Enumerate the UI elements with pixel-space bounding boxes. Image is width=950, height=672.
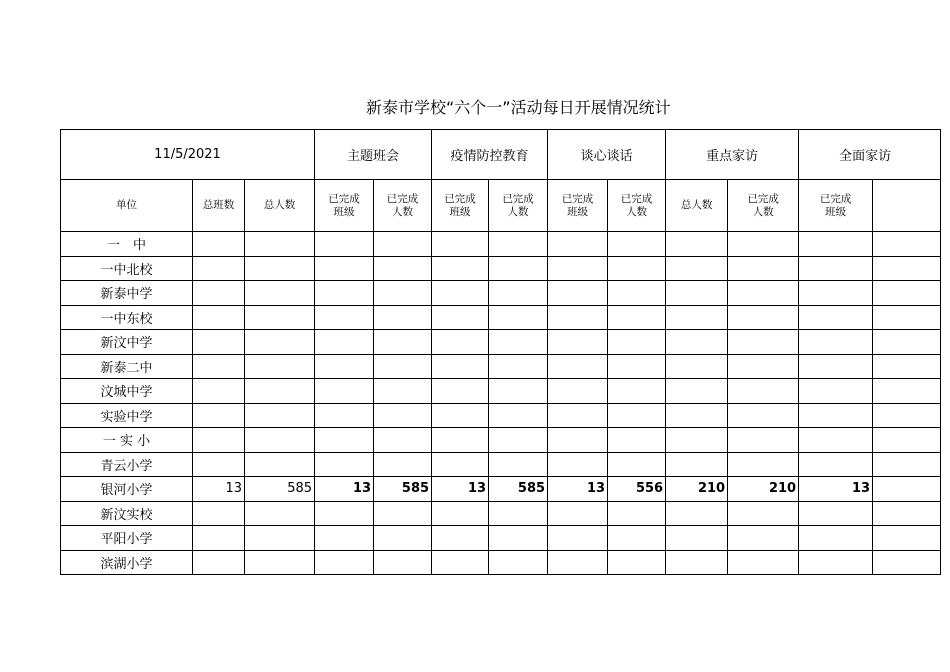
value-cell[interactable] (489, 330, 548, 355)
value-cell[interactable] (432, 550, 489, 575)
value-cell[interactable] (432, 428, 489, 453)
value-cell[interactable] (245, 281, 315, 306)
value-cell[interactable] (432, 256, 489, 281)
value-cell[interactable] (193, 550, 245, 575)
unit-name-cell: 新泰中学 (61, 281, 193, 306)
value-cell[interactable] (193, 330, 245, 355)
value-cell[interactable] (489, 526, 548, 551)
value-cell[interactable]: 13 (548, 477, 608, 502)
value-cell[interactable] (799, 354, 873, 379)
value-cell[interactable] (432, 330, 489, 355)
value-cell[interactable] (193, 256, 245, 281)
value-cell[interactable] (666, 354, 728, 379)
value-cell[interactable]: 13 (315, 477, 374, 502)
value-cell[interactable] (432, 452, 489, 477)
value-cell[interactable] (245, 550, 315, 575)
unit-name-cell: 平阳小学 (61, 526, 193, 551)
value-cell[interactable] (374, 501, 432, 526)
value-cell[interactable] (374, 452, 432, 477)
value-cell[interactable] (245, 305, 315, 330)
value-cell[interactable] (489, 379, 548, 404)
value-cell[interactable] (432, 403, 489, 428)
value-cell[interactable] (432, 281, 489, 306)
value-cell[interactable] (245, 452, 315, 477)
value-cell[interactable] (548, 501, 608, 526)
value-cell[interactable] (666, 403, 728, 428)
unit-name-cell: 一中东校 (61, 305, 193, 330)
value-cell[interactable] (548, 354, 608, 379)
value-cell[interactable] (489, 354, 548, 379)
value-cell[interactable] (728, 379, 799, 404)
value-cell[interactable] (489, 452, 548, 477)
value-cell[interactable] (608, 379, 666, 404)
column-header-cell (873, 180, 941, 232)
value-cell[interactable] (666, 232, 728, 257)
value-cell[interactable] (489, 281, 548, 306)
table-row (61, 403, 941, 428)
unit-name-cell: 滨湖小学 (61, 550, 193, 575)
value-cell[interactable] (666, 330, 728, 355)
value-cell[interactable] (728, 428, 799, 453)
value-cell[interactable] (728, 526, 799, 551)
value-cell[interactable] (873, 550, 941, 575)
table-row (61, 550, 941, 575)
value-cell[interactable] (432, 501, 489, 526)
value-cell[interactable] (728, 501, 799, 526)
value-cell[interactable] (193, 501, 245, 526)
value-cell[interactable] (548, 379, 608, 404)
value-cell[interactable] (374, 232, 432, 257)
value-cell[interactable] (245, 526, 315, 551)
value-cell[interactable] (608, 281, 666, 306)
table-row (61, 281, 941, 306)
value-cell[interactable] (873, 281, 941, 306)
value-cell[interactable] (432, 305, 489, 330)
value-cell[interactable] (489, 256, 548, 281)
value-cell[interactable]: 585 (374, 477, 432, 502)
value-cell[interactable]: 585 (489, 477, 548, 502)
value-cell[interactable] (728, 354, 799, 379)
value-cell[interactable] (728, 452, 799, 477)
value-cell[interactable] (193, 452, 245, 477)
value-cell[interactable] (608, 354, 666, 379)
value-cell[interactable] (799, 232, 873, 257)
unit-name-cell: 汶城中学 (61, 379, 193, 404)
value-cell[interactable] (245, 256, 315, 281)
value-cell[interactable] (873, 477, 941, 502)
value-cell[interactable] (315, 379, 374, 404)
group-header-row (61, 130, 941, 180)
column-header-cell: 总人数 (245, 180, 315, 232)
value-cell[interactable] (799, 256, 873, 281)
value-cell[interactable] (666, 281, 728, 306)
unit-name-cell: 新泰二中 (61, 354, 193, 379)
value-cell[interactable] (245, 428, 315, 453)
table-row (61, 232, 941, 257)
value-cell[interactable] (873, 305, 941, 330)
value-cell[interactable] (728, 256, 799, 281)
stats-table-body (61, 130, 941, 575)
value-cell[interactable] (728, 281, 799, 306)
value-cell[interactable] (799, 526, 873, 551)
date-cell: 11/5/2021 (61, 130, 315, 180)
value-cell[interactable] (608, 526, 666, 551)
value-cell[interactable]: 556 (608, 477, 666, 502)
unit-name-cell: 一 中 (61, 232, 193, 257)
table-row (61, 477, 941, 502)
value-cell[interactable]: 210 (728, 477, 799, 502)
value-cell[interactable] (374, 379, 432, 404)
value-cell[interactable] (245, 403, 315, 428)
value-cell[interactable] (608, 452, 666, 477)
value-cell[interactable] (548, 281, 608, 306)
group-header-cell: 主题班会 (315, 130, 432, 180)
column-header-cell: 已完成 班级 (799, 180, 873, 232)
value-cell[interactable] (245, 232, 315, 257)
value-cell[interactable] (193, 379, 245, 404)
value-cell[interactable] (374, 256, 432, 281)
column-header-cell: 已完成 班级 (432, 180, 489, 232)
value-cell[interactable] (608, 428, 666, 453)
value-cell[interactable] (728, 403, 799, 428)
table-row (61, 330, 941, 355)
value-cell[interactable] (608, 330, 666, 355)
value-cell[interactable] (245, 330, 315, 355)
value-cell[interactable]: 585 (245, 477, 315, 502)
value-cell[interactable] (799, 281, 873, 306)
value-cell[interactable] (315, 550, 374, 575)
value-cell[interactable] (666, 428, 728, 453)
value-cell[interactable] (193, 232, 245, 257)
value-cell[interactable] (548, 526, 608, 551)
value-cell[interactable] (374, 305, 432, 330)
value-cell[interactable] (315, 256, 374, 281)
value-cell[interactable] (608, 550, 666, 575)
value-cell[interactable] (873, 501, 941, 526)
value-cell[interactable] (315, 403, 374, 428)
value-cell[interactable] (315, 330, 374, 355)
value-cell[interactable]: 13 (432, 477, 489, 502)
value-cell[interactable] (728, 232, 799, 257)
value-cell[interactable] (548, 428, 608, 453)
value-cell[interactable] (873, 330, 941, 355)
value-cell[interactable] (873, 354, 941, 379)
value-cell[interactable] (548, 330, 608, 355)
value-cell[interactable] (548, 232, 608, 257)
value-cell[interactable] (873, 232, 941, 257)
value-cell[interactable]: 13 (193, 477, 245, 502)
value-cell[interactable] (193, 428, 245, 453)
value-cell[interactable] (666, 526, 728, 551)
value-cell[interactable] (873, 428, 941, 453)
unit-name-cell: 一 实 小 (61, 428, 193, 453)
column-header-cell: 已完成 人数 (728, 180, 799, 232)
column-header-cell: 已完成 人数 (489, 180, 548, 232)
value-cell[interactable] (548, 403, 608, 428)
value-cell[interactable] (315, 354, 374, 379)
unit-name-cell: 银河小学 (61, 477, 193, 502)
value-cell[interactable] (489, 501, 548, 526)
value-cell[interactable] (245, 379, 315, 404)
value-cell[interactable] (374, 354, 432, 379)
value-cell[interactable] (374, 526, 432, 551)
value-cell[interactable] (799, 330, 873, 355)
value-cell[interactable] (728, 330, 799, 355)
table-row (61, 428, 941, 453)
value-cell[interactable] (548, 305, 608, 330)
value-cell[interactable] (873, 526, 941, 551)
value-cell[interactable] (666, 501, 728, 526)
column-header-cell: 总班数 (193, 180, 245, 232)
value-cell[interactable] (315, 305, 374, 330)
value-cell[interactable] (245, 501, 315, 526)
value-cell[interactable] (799, 403, 873, 428)
value-cell[interactable] (432, 354, 489, 379)
page-title: 新泰市学校“六个一”活动每日开展情况统计 (366, 98, 671, 117)
value-cell[interactable] (728, 550, 799, 575)
value-cell[interactable] (666, 452, 728, 477)
value-cell[interactable] (193, 305, 245, 330)
value-cell[interactable] (873, 452, 941, 477)
value-cell[interactable] (873, 379, 941, 404)
value-cell[interactable] (374, 403, 432, 428)
table-row (61, 256, 941, 281)
column-header-cell: 已完成 人数 (608, 180, 666, 232)
value-cell[interactable] (489, 428, 548, 453)
value-cell[interactable] (315, 452, 374, 477)
value-cell[interactable] (608, 232, 666, 257)
value-cell[interactable] (608, 501, 666, 526)
value-cell[interactable] (315, 281, 374, 306)
value-cell[interactable] (608, 256, 666, 281)
value-cell[interactable] (193, 526, 245, 551)
column-header-row (61, 180, 941, 232)
column-header-cell: 总人数 (666, 180, 728, 232)
value-cell[interactable] (728, 305, 799, 330)
value-cell[interactable] (799, 550, 873, 575)
value-cell[interactable] (548, 452, 608, 477)
table-row (61, 501, 941, 526)
value-cell[interactable] (315, 428, 374, 453)
value-cell[interactable] (548, 256, 608, 281)
table-row (61, 379, 941, 404)
group-header-cell: 重点家访 (666, 130, 799, 180)
value-cell[interactable] (799, 501, 873, 526)
value-cell[interactable] (432, 379, 489, 404)
value-cell[interactable] (666, 305, 728, 330)
value-cell[interactable] (666, 256, 728, 281)
value-cell[interactable] (489, 305, 548, 330)
value-cell[interactable] (608, 403, 666, 428)
unit-name-cell: 新汶实校 (61, 501, 193, 526)
value-cell[interactable]: 210 (666, 477, 728, 502)
table-row (61, 526, 941, 551)
value-cell[interactable] (548, 550, 608, 575)
value-cell[interactable] (873, 403, 941, 428)
value-cell[interactable] (315, 232, 374, 257)
column-header-cell: 已完成 班级 (315, 180, 374, 232)
value-cell[interactable] (193, 281, 245, 306)
value-cell[interactable] (799, 305, 873, 330)
stats-table (60, 129, 941, 575)
value-cell[interactable] (374, 281, 432, 306)
value-cell[interactable] (193, 354, 245, 379)
column-header-cell: 已完成 班级 (548, 180, 608, 232)
table-row (61, 452, 941, 477)
value-cell[interactable] (374, 330, 432, 355)
value-cell[interactable] (799, 379, 873, 404)
unit-name-cell: 青云小学 (61, 452, 193, 477)
unit-name-cell: 一中北校 (61, 256, 193, 281)
value-cell[interactable] (315, 526, 374, 551)
column-header-cell: 已完成 人数 (374, 180, 432, 232)
value-cell[interactable] (489, 550, 548, 575)
table-row (61, 305, 941, 330)
value-cell[interactable] (489, 403, 548, 428)
value-cell[interactable] (315, 501, 374, 526)
table-row (61, 354, 941, 379)
group-header-cell: 全面家访 (799, 130, 941, 180)
unit-name-cell: 新汶中学 (61, 330, 193, 355)
value-cell[interactable] (666, 550, 728, 575)
value-cell[interactable] (374, 550, 432, 575)
value-cell[interactable] (799, 452, 873, 477)
unit-name-cell: 实验中学 (61, 403, 193, 428)
value-cell[interactable] (873, 256, 941, 281)
column-header-cell: 单位 (61, 180, 193, 232)
value-cell[interactable] (432, 232, 489, 257)
value-cell[interactable] (489, 232, 548, 257)
value-cell[interactable] (432, 526, 489, 551)
value-cell[interactable]: 13 (799, 477, 873, 502)
value-cell[interactable] (374, 428, 432, 453)
value-cell[interactable] (245, 354, 315, 379)
value-cell[interactable] (608, 305, 666, 330)
value-cell[interactable] (666, 379, 728, 404)
group-header-cell: 谈心谈话 (548, 130, 666, 180)
value-cell[interactable] (193, 403, 245, 428)
stats-table-viewport (60, 129, 892, 575)
value-cell[interactable] (799, 428, 873, 453)
group-header-cell: 疫情防控教育 (432, 130, 548, 180)
